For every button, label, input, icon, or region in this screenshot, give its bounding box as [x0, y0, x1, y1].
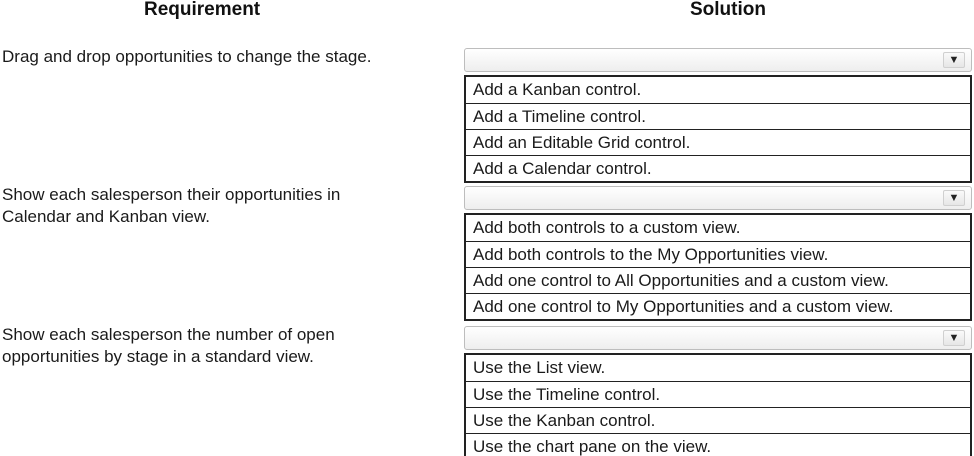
solution-dropdown-2 — [464, 186, 972, 321]
dropdown-2-option[interactable]: Add both controls to a custom view. — [466, 215, 970, 241]
dropdown-2-options — [464, 213, 972, 321]
dropdown-3-options — [464, 353, 972, 456]
dropdown-1-options — [464, 75, 972, 183]
requirement-header: Requirement — [144, 0, 261, 20]
requirement-3-line-2: opportunities by stage in a standard view. — [2, 347, 314, 366]
solution-dropdown-1 — [464, 48, 972, 183]
requirement-2 — [2, 184, 340, 228]
solution-header: Solution — [690, 0, 766, 20]
requirement-3 — [2, 324, 335, 368]
requirement-2-line-1: Show each salesperson their opportunities in — [2, 185, 341, 204]
chevron-down-icon[interactable]: ▼ — [943, 52, 965, 68]
requirement-1 — [2, 46, 372, 68]
dropdown-1-option[interactable]: Add a Calendar control. — [466, 155, 970, 181]
dropdown-2-option[interactable]: Add one control to All Opportunities and a custom view. — [466, 267, 970, 293]
chevron-down-icon[interactable]: ▼ — [943, 190, 965, 206]
dropdown-2-select[interactable] — [464, 186, 972, 210]
dropdown-2-option[interactable]: Add one control to My Opportunities and a custom view. — [466, 293, 970, 319]
solution-dropdown-3 — [464, 326, 972, 456]
chevron-down-icon[interactable]: ▼ — [943, 330, 965, 346]
dropdown-3-select[interactable] — [464, 326, 972, 350]
requirement-1-line-1: Drag and drop opportunities to change the stage. — [2, 47, 372, 66]
dropdown-1-option[interactable]: Add an Editable Grid control. — [466, 129, 970, 155]
dropdown-1-option[interactable]: Add a Timeline control. — [466, 103, 970, 129]
dropdown-3-option[interactable]: Use the chart pane on the view. — [466, 433, 970, 456]
dropdown-3-option[interactable]: Use the Timeline control. — [466, 381, 970, 407]
requirement-3-line-1: Show each salesperson the number of open — [2, 325, 335, 344]
dropdown-3-option[interactable]: Use the List view. — [466, 355, 970, 381]
dropdown-1-option[interactable]: Add a Kanban control. — [466, 77, 970, 103]
requirement-2-line-2: Calendar and Kanban view. — [2, 207, 210, 226]
dropdown-3-option[interactable]: Use the Kanban control. — [466, 407, 970, 433]
dropdown-1-select[interactable] — [464, 48, 972, 72]
dropdown-2-option[interactable]: Add both controls to the My Opportunities view. — [466, 241, 970, 267]
